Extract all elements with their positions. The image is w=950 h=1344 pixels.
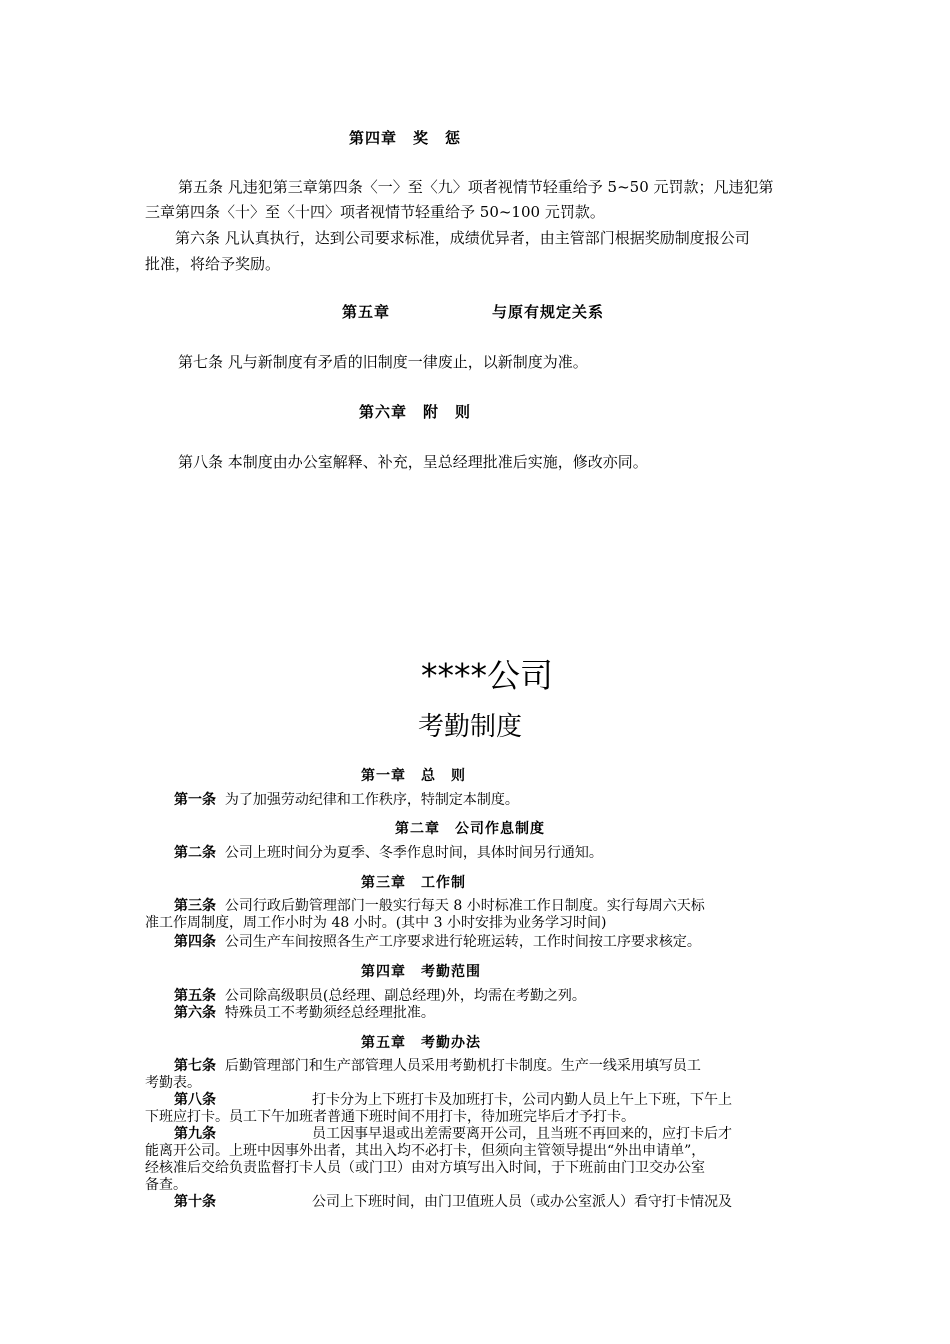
article-8-label: [174, 1092, 216, 1109]
article-6-label: 第六条: [174, 1005, 216, 1021]
chapter-3-heading: 第三章 工作制: [361, 875, 466, 891]
article-7-text-1: 后勤管理部门和生产部管理人员采用考勤机打卡制度。生产一线采用填写员工: [224, 1058, 701, 1074]
article-5-line-2: 三章第四条〈十〉至〈十四〉项者视情节轻重给予 50~100 元罚款。: [145, 203, 605, 221]
article-2-label: 第二条: [174, 845, 216, 861]
article-3-line-1: [174, 898, 705, 915]
article-5: [174, 988, 586, 1005]
chapter-5-attendance-heading: 第五章 考勤办法: [361, 1035, 481, 1051]
article-3-label: 第三条: [174, 898, 216, 914]
article-8-label-text: 第八条: [174, 1092, 216, 1108]
article-4: [174, 934, 701, 951]
company-name: ****公司: [421, 656, 553, 695]
chapter-2-heading: 第二章 公司作息制度: [395, 821, 545, 837]
article-5-label: 第五条: [174, 988, 216, 1004]
article-3-text-1: 公司行政后勤管理部门一般实行每天 8 小时标准工作日制度。实行每周六天标: [224, 898, 705, 914]
chapter-5-heading-label: 第五章: [342, 303, 391, 321]
article-4-text: 公司生产车间按照各生产工序要求进行轮班运转，工作时间按工序要求核定。: [224, 934, 701, 950]
chapter-4-heading: 第四章 奖 惩: [349, 129, 462, 147]
article-3-line-2: 准工作周制度，周工作小时为 48 小时。(其中 3 小时安排为业务学习时间): [145, 915, 607, 931]
article-8-line-2: 下班应打卡。员工下午加班者普通下班时间不用打卡，待加班完毕后才予打卡。: [145, 1109, 635, 1125]
article-1-text: 为了加强劳动纪律和工作秩序，特制定本制度。: [224, 792, 519, 808]
chapter-5-heading-title: 与原有规定关系: [492, 303, 605, 321]
article-10-label: [174, 1194, 216, 1211]
document-title: 考勤制度: [418, 712, 523, 742]
article-6-line-2: 批准，将给予奖励。: [145, 255, 281, 273]
article-2-text: 公司上班时间分为夏季、冬季作息时间，具体时间另行通知。: [224, 845, 603, 861]
article-6: [174, 1005, 435, 1022]
article-10-line-1: 公司上下班时间，由门卫值班人员（或办公室派人）看守打卡情况及: [312, 1194, 732, 1210]
article-7-line-2: 考勤表。: [145, 1075, 201, 1091]
article-1: [174, 792, 519, 809]
article-10-label-text: 第十条: [174, 1194, 216, 1210]
article-9-line-2: 能离开公司。上班中因事外出者，其出入均不必打卡，但须向主管领导提出“外出申请单”，: [145, 1143, 706, 1159]
article-6-line-1: 第六条 凡认真执行，达到公司要求标准，成绩优异者，由主管部门根据奖励制度报公司: [175, 229, 750, 247]
article-2: [174, 845, 603, 862]
article-6-text: 特殊员工不考勤须经总经理批准。: [224, 1005, 435, 1021]
article-7-line-1: [174, 1058, 701, 1075]
article-9-line-1: 员工因事早退或出差需要离开公司，且当班不再回来的，应打卡后才: [312, 1126, 732, 1142]
article-9-line-3: 经核准后交给负责监督打卡人员（或门卫）由对方填写出入时间，于下班前由门卫交办公室: [145, 1160, 705, 1176]
article-9-line-4: 备查。: [145, 1177, 187, 1193]
article-9-label: [174, 1126, 216, 1143]
article-5-line-1: 第五条 凡违犯第三章第四条〈一〉至〈九〉项者视情节轻重给予 5~50 元罚款；凡违犯第: [178, 178, 774, 196]
article-8: 第八条 本制度由办公室解释、补充，呈总经理批准后实施，修改亦同。: [178, 453, 648, 471]
chapter-4-attendance-heading: 第四章 考勤范围: [361, 964, 481, 980]
chapter-6-heading: 第六章 附 则: [359, 403, 472, 421]
article-8-line-1: 打卡分为上下班打卡及加班打卡，公司内勤人员上午上下班，下午上: [312, 1092, 732, 1108]
article-1-label: 第一条: [174, 792, 216, 808]
article-7: 第七条 凡与新制度有矛盾的旧制度一律废止，以新制度为准。: [178, 353, 588, 371]
article-4-label: 第四条: [174, 934, 216, 950]
article-5-text: 公司除高级职员(总经理、副总经理)外，均需在考勤之列。: [224, 988, 586, 1004]
article-7-label: 第七条: [174, 1058, 216, 1074]
chapter-1-heading: 第一章 总 则: [361, 768, 466, 784]
article-9-label-text: 第九条: [174, 1126, 216, 1142]
